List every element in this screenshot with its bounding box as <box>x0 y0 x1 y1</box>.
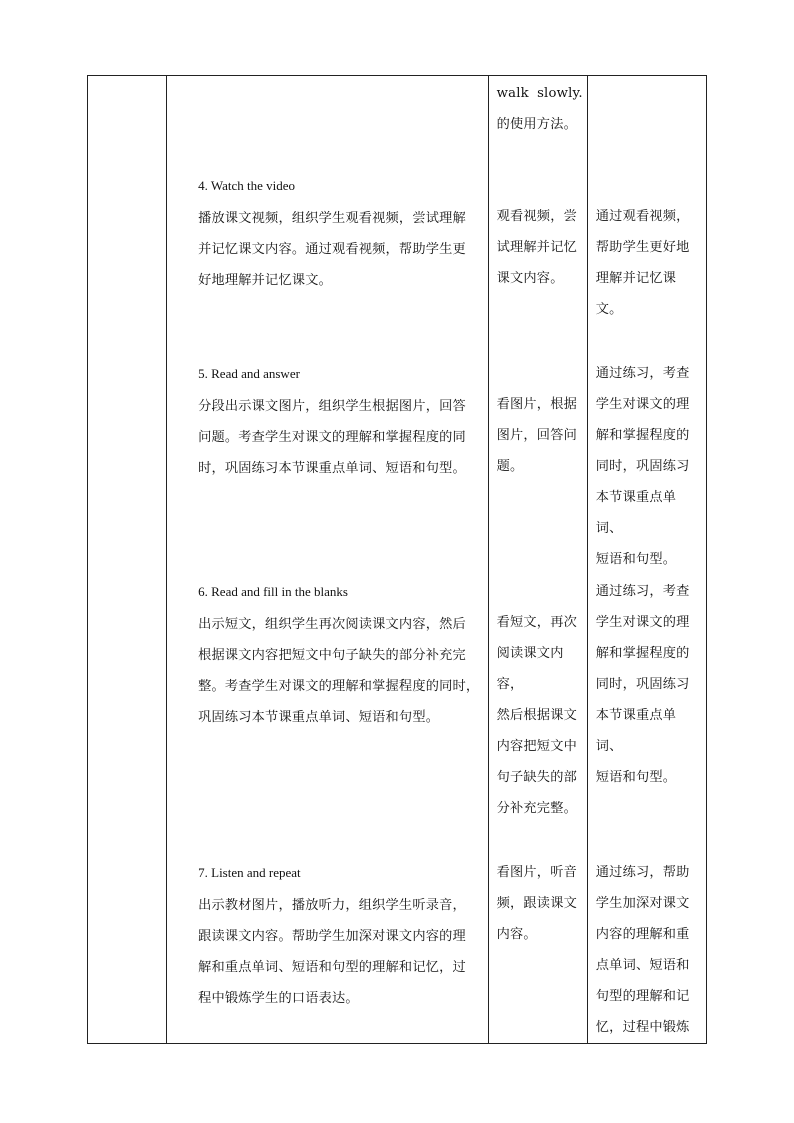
text-line: 根据课文内容把短文中句子缺失的部分补充完 <box>198 648 466 663</box>
text-line: 通过观看视频， <box>595 209 690 224</box>
text-line: 时，巩固练习本节课重点单词、短语和句型。 <box>198 461 466 476</box>
text-line: 句子缺失的部 <box>496 770 577 785</box>
table-row <box>88 76 707 1044</box>
text-line: 帮助学生更好地 <box>595 240 690 255</box>
step-5-student <box>497 389 583 482</box>
step-4-student <box>497 201 583 294</box>
text-line: 看图片，根据 <box>496 397 577 412</box>
text-line: 出示短文，组织学生再次阅读课文内容，然后 <box>198 617 466 632</box>
step-3-student <box>497 78 583 140</box>
text-line: walk slowly. <box>496 86 583 101</box>
text-line: 本节课重点单词、 <box>595 490 677 536</box>
text-line: 题。 <box>496 459 524 474</box>
text-line: 巩固练习本节课重点单词、短语和句型。 <box>198 710 440 725</box>
text-line: 整。考查学生对课文的理解和掌握程度的同时， <box>198 679 480 694</box>
text-line: 学生对课文的理 <box>595 615 690 630</box>
text-line: 出示教材图片，播放听力，组织学生听录音， <box>198 898 466 913</box>
design-purpose-column <box>587 76 706 1044</box>
step-7-purpose <box>596 857 702 1043</box>
text-line: 内容。 <box>496 927 537 942</box>
text-line: 内容的理解和重 <box>595 927 690 942</box>
text-line: 解和重点单词、短语和句型的理解和记忆，过 <box>198 960 466 975</box>
step-4-title: 4. Watch the video <box>198 178 296 193</box>
text-line: 播放课文视频，组织学生观看视频，尝试理解 <box>198 211 466 226</box>
text-line: 同时，巩固练习 <box>595 459 690 474</box>
text-line: 解和掌握程度的 <box>595 428 690 443</box>
step-5-teacher <box>198 365 482 484</box>
text-line: 观看视频，尝 <box>496 209 577 224</box>
text-line: 通过练习，考查 <box>595 366 690 381</box>
text-line: 问题。考查学生对课文的理解和掌握程度的同 <box>198 430 466 445</box>
text-line: 解和掌握程度的 <box>595 646 690 661</box>
text-line: 好地理解并记忆课文。 <box>198 273 332 288</box>
step-4-purpose <box>596 201 702 325</box>
step-6-title: 6. Read and fill in the blanks <box>198 584 348 599</box>
text-line: 阅读课文内容， <box>496 646 564 692</box>
text-line: 看短文，再次 <box>496 615 577 630</box>
text-line: 并记忆课文内容。通过观看视频，帮助学生更 <box>198 242 466 257</box>
step-7-title: 7. Listen and repeat <box>198 865 301 880</box>
step-5-purpose <box>596 358 702 575</box>
text-line: 短语和句型。 <box>595 552 677 567</box>
text-line: 的使用方法。 <box>496 117 577 132</box>
text-line: 点单词、短语和 <box>595 958 690 973</box>
text-line: 然后根据课文 <box>496 708 577 723</box>
text-line: 学生对课文的理 <box>595 397 690 412</box>
step-7-student <box>497 857 583 950</box>
text-line: 频，跟读课文 <box>496 896 577 911</box>
step-4-teacher <box>198 177 482 296</box>
step-6-purpose <box>596 576 702 793</box>
text-line: 同时，巩固练习 <box>595 677 690 692</box>
text-line: 理解并记忆课文。 <box>595 271 677 317</box>
text-line: 分段出示课文图片，组织学生根据图片，回答 <box>198 399 466 414</box>
step-7-teacher <box>198 864 482 1014</box>
student-activity-column <box>488 76 587 1044</box>
text-line: 图片，回答问 <box>496 428 577 443</box>
text-line: 分补充完整。 <box>496 801 577 816</box>
stage-column-cell <box>88 76 167 1044</box>
text-line: 句型的理解和记 <box>595 989 690 1004</box>
text-line: 短语和句型。 <box>595 770 677 785</box>
text-line: 跟读课文内容。帮助学生加深对课文内容的理 <box>198 929 466 944</box>
teacher-activity-column <box>167 76 489 1044</box>
step-6-student <box>497 607 583 824</box>
text-line: 内容把短文中 <box>496 739 577 754</box>
step-5-title: 5. Read and answer <box>198 366 300 381</box>
text-line: 课文内容。 <box>496 271 564 286</box>
text-line: 学生加深对课文 <box>595 896 690 911</box>
text-line: 通过练习，帮助 <box>595 865 690 880</box>
text-line: 忆，过程中锻炼 <box>595 1020 690 1035</box>
text-line: 本节课重点单词、 <box>595 708 677 754</box>
text-line: 试理解并记忆 <box>496 240 577 255</box>
step-6-teacher <box>198 583 482 733</box>
text-line: 程中锻炼学生的口语表达。 <box>198 991 359 1006</box>
text-line: 通过练习，考查 <box>595 584 690 599</box>
lesson-plan-table <box>87 75 707 1044</box>
text-line: 看图片，听音 <box>496 865 577 880</box>
